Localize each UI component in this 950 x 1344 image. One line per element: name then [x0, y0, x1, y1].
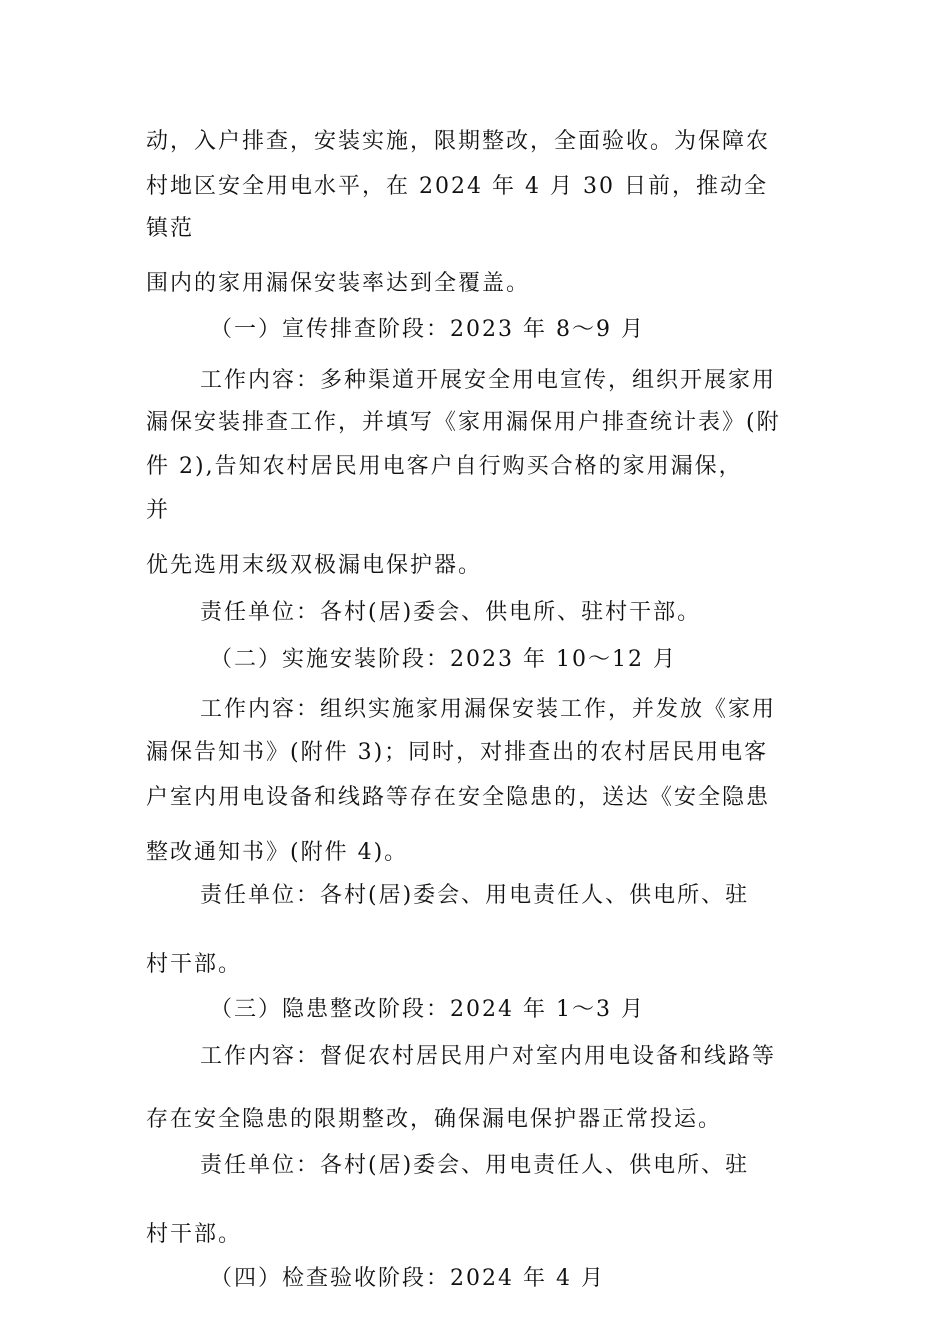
- body-text-line: 整改通知书》(附件 4)。: [146, 840, 409, 865]
- body-text-line: 件 2),告知农村居民用电客户自行购买合格的家用漏保，: [146, 454, 743, 479]
- body-text-line: 漏保安装排查工作，并填写《家用漏保用户排查统计表》(附: [146, 410, 781, 435]
- body-text-line: 村地区安全用电水平，在 2024 年 4 月 30 日前，推动全: [146, 174, 768, 199]
- work-content-paragraph: 工作内容：多种渠道开展安全用电宣传，组织开展家用: [200, 368, 777, 393]
- body-text-line: 户室内用电设备和线路等存在安全隐患的，送达《安全隐患: [146, 785, 771, 810]
- body-text-line: 漏保告知书》(附件 3)；同时，对排查出的农村居民用电客: [146, 740, 769, 765]
- section-heading-3: （三）隐患整改阶段：2024 年 1～3 月: [210, 997, 645, 1022]
- body-text-line: 围内的家用漏保安装率达到全覆盖。: [146, 271, 531, 296]
- body-text-line: 镇范: [146, 216, 195, 241]
- body-text-line: 村干部。: [146, 952, 243, 977]
- work-content-paragraph: 工作内容：督促农村居民用户对室内用电设备和线路等: [200, 1044, 777, 1069]
- section-heading-4: （四）检查验收阶段：2024 年 4 月: [210, 1266, 605, 1291]
- responsible-unit-line: 责任单位：各村(居)委会、用电责任人、供电所、驻: [200, 883, 750, 908]
- body-text-line: 并: [146, 498, 171, 523]
- work-content-paragraph: 工作内容：组织实施家用漏保安装工作，并发放《家用: [200, 697, 777, 722]
- body-text-line: 优先选用末级双极漏电保护器。: [146, 553, 483, 578]
- body-text-line: 动，入户排查，安装实施，限期整改，全面验收。为保障农: [146, 129, 771, 154]
- section-heading-2: （二）实施安装阶段：2023 年 10～12 月: [210, 647, 677, 672]
- responsible-unit-line: 责任单位：各村(居)委会、供电所、驻村干部。: [200, 600, 702, 625]
- body-text-line: 存在安全隐患的限期整改，确保漏电保护器正常投运。: [146, 1107, 723, 1132]
- responsible-unit-line: 责任单位：各村(居)委会、用电责任人、供电所、驻: [200, 1153, 750, 1178]
- body-text-line: 村干部。: [146, 1222, 243, 1247]
- section-heading-1: （一）宣传排查阶段：2023 年 8～9 月: [210, 317, 645, 342]
